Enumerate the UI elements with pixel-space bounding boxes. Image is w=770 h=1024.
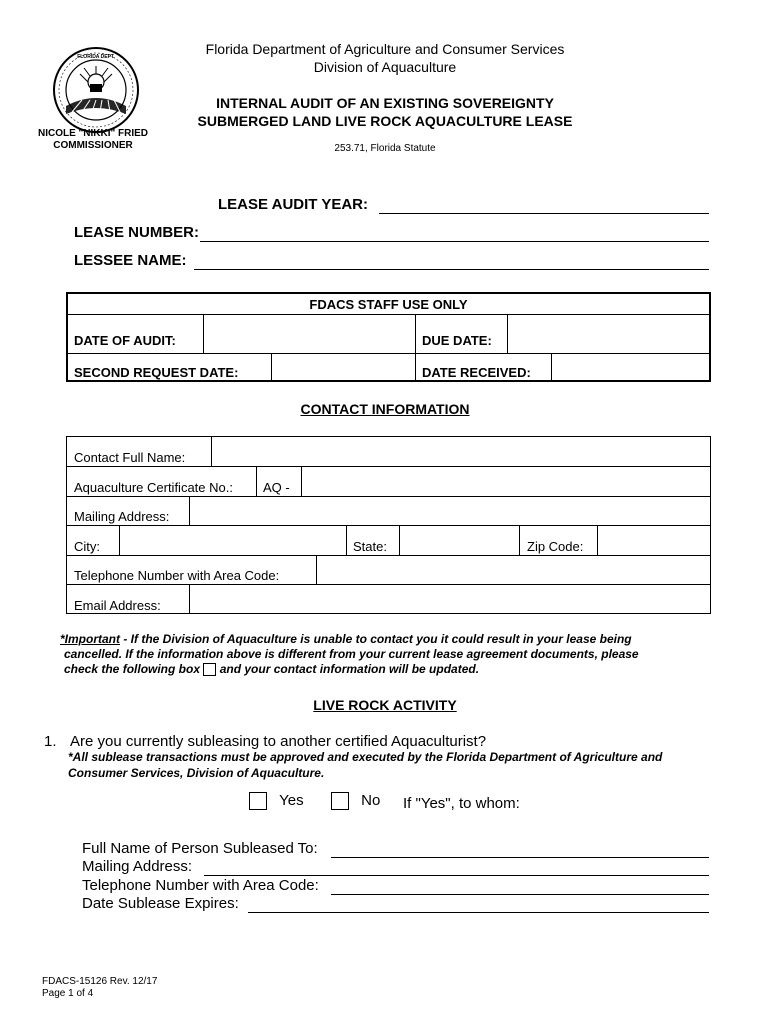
state-label: State:	[353, 539, 387, 554]
lease-number-label: LEASE NUMBER:	[74, 224, 200, 241]
important-text-3b: and your contact information will be updated.	[219, 662, 480, 676]
contact-name-label: Contact Full Name:	[74, 450, 186, 465]
no-label: No	[361, 792, 381, 809]
contact-sep-cert	[256, 466, 257, 496]
mailing-field[interactable]	[190, 497, 710, 524]
form-title-line1: INTERNAL AUDIT OF AN EXISTING SOVEREIGNTY	[216, 95, 554, 111]
important-text-1: - If the Division of Aquaculture is unable to contact you it could result in your lease being	[120, 632, 632, 646]
commissioner-block	[30, 128, 156, 152]
due-date-label: DUE DATE:	[422, 333, 492, 348]
org-name: Florida Department of Agriculture and Consumer Services	[205, 41, 565, 57]
footer	[42, 976, 157, 1000]
zip-label: Zip Code:	[527, 539, 584, 554]
cert-no-label: Aquaculture Certificate No.:	[74, 480, 233, 495]
fdacs-seal-logo	[52, 46, 140, 134]
update-contact-checkbox[interactable]	[203, 663, 216, 676]
phone-label: Telephone Number with Area Code:	[74, 568, 280, 583]
q1-number: 1.	[44, 733, 57, 750]
phone-field[interactable]	[317, 556, 710, 583]
no-checkbox[interactable]	[331, 792, 349, 810]
second-request-field[interactable]	[272, 354, 414, 379]
lessee-name-field[interactable]	[194, 269, 709, 270]
sub-name-label: Full Name of Person Subleased To:	[82, 840, 318, 857]
contact-sep-zip-l	[519, 525, 520, 555]
sub-mailing-label: Mailing Address:	[82, 858, 193, 875]
important-lead: *Important	[60, 632, 120, 646]
date-received-field[interactable]	[552, 354, 708, 379]
form-number: FDACS-15126 Rev. 12/17	[42, 976, 158, 987]
yes-option[interactable]	[249, 792, 304, 810]
sub-expires-label: Date Sublease Expires:	[82, 895, 239, 912]
contact-info-heading: CONTACT INFORMATION	[300, 401, 470, 417]
contact-sep-state-l	[346, 525, 347, 555]
staff-use-heading: FDACS STAFF USE ONLY	[309, 297, 468, 312]
if-yes-label: If "Yes", to whom:	[403, 795, 520, 812]
zip-field[interactable]	[598, 526, 710, 554]
sub-phone-field[interactable]	[331, 894, 709, 895]
cert-no-field[interactable]	[302, 467, 710, 495]
lease-number-field[interactable]	[200, 241, 709, 242]
state-field[interactable]	[400, 526, 518, 554]
statute-ref: 253.71, Florida Statute	[334, 143, 436, 154]
date-of-audit-label: DATE OF AUDIT:	[74, 333, 176, 348]
q1-text: Are you currently subleasing to another certified Aquaculturist?	[70, 733, 487, 750]
live-rock-heading: LIVE ROCK ACTIVITY	[313, 697, 457, 713]
staff-sep-2	[415, 314, 416, 380]
important-text-3a: check the following box	[64, 662, 201, 676]
sub-name-field[interactable]	[331, 857, 709, 858]
lessee-name-label: LESSEE NAME:	[74, 252, 187, 269]
lease-audit-year-field[interactable]	[379, 213, 709, 214]
sublease-note-1: *All sublease transactions must be approved and executed by the Florida Department of Agriculture and	[68, 750, 663, 764]
city-field[interactable]	[120, 526, 345, 554]
sub-phone-label: Telephone Number with Area Code:	[82, 877, 319, 894]
form-title-line2: SUBMERGED LAND LIVE ROCK AQUACULTURE LEASE	[197, 113, 573, 129]
yes-label: Yes	[279, 792, 304, 809]
mailing-label: Mailing Address:	[74, 509, 170, 524]
svg-text:FLORIDA DEPT.: FLORIDA DEPT.	[77, 54, 115, 60]
page-number: Page 1 of 4	[42, 988, 94, 999]
important-text-2: cancelled. If the information above is different from your current lease agreement documents, please	[64, 647, 639, 661]
commissioner-name: NICOLE "NIKKI" FRIED	[37, 128, 149, 139]
due-date-field[interactable]	[508, 315, 708, 352]
second-request-label: SECOND REQUEST DATE:	[74, 365, 239, 380]
sub-mailing-field[interactable]	[204, 875, 709, 876]
email-label: Email Address:	[74, 598, 161, 613]
date-of-audit-field[interactable]	[204, 315, 414, 352]
sub-expires-field[interactable]	[248, 912, 709, 913]
sublease-note-2: Consumer Services, Division of Aquaculture.	[68, 766, 325, 780]
city-label: City:	[74, 539, 100, 554]
commissioner-title: COMMISSIONER	[53, 140, 133, 151]
yes-checkbox[interactable]	[249, 792, 267, 810]
important-note	[60, 632, 740, 677]
lease-audit-year-label: LEASE AUDIT YEAR:	[218, 196, 369, 213]
email-field[interactable]	[190, 585, 710, 613]
date-received-label: DATE RECEIVED:	[422, 365, 531, 380]
contact-name-field[interactable]	[212, 437, 710, 465]
aq-prefix: AQ -	[263, 480, 290, 495]
division-name: Division of Aquaculture	[313, 59, 457, 75]
no-option[interactable]	[331, 792, 380, 810]
